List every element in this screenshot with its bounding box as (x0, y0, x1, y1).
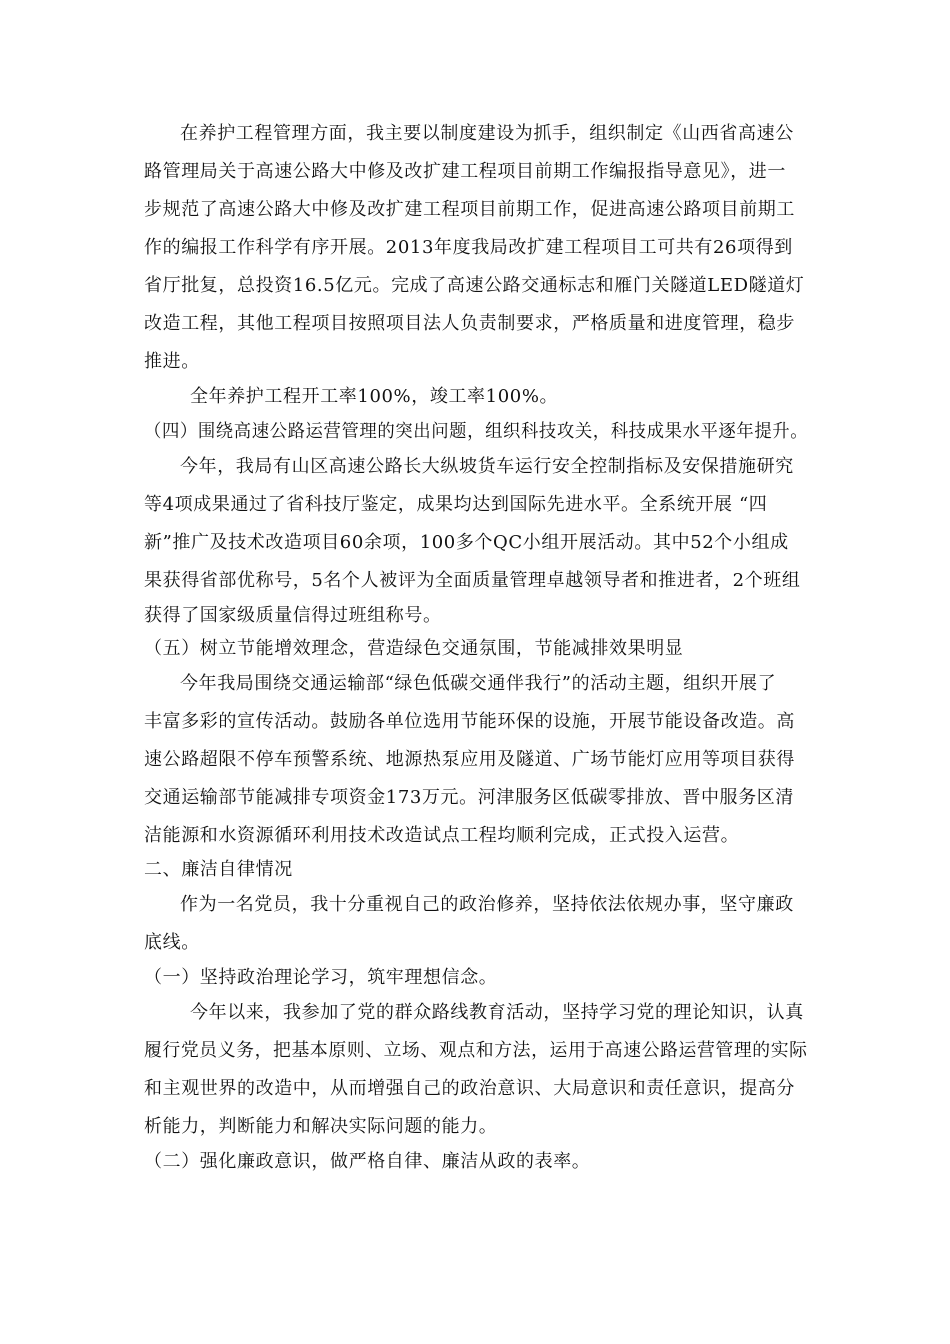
text-line: 步规范了高速公路大中修及改扩建工程项目前期工作，促进高速公路项目前期工 (144, 199, 795, 220)
text-line: 速公路超限不停车预警系统、地源热泵应用及隧道、广场节能灯应用等项目获得 (144, 749, 795, 770)
text-line: 全年养护工程开工率100%，竣工率100%。 (190, 386, 559, 407)
text-line: 路管理局关于高速公路大中修及改扩建工程项目前期工作编报指导意见》，进一 (144, 161, 786, 182)
text-line: 交通运输部节能减排专项资金173万元。河津服务区低碳零排放、晋中服务区清 (144, 787, 794, 808)
text-line: 在养护工程管理方面，我主要以制度建设为抓手，组织制定《山西省高速公 (180, 123, 794, 144)
section-heading: （五）树立节能增效理念，营造绿色交通氛围，节能减排效果明显 (144, 638, 684, 659)
text-line: 获得了国家级质量信得过班组称号。 (144, 605, 442, 626)
text-line: 今年我局围绕交通运输部“绿色低碳交通伴我行”的活动主题，组织开展了 (180, 673, 777, 694)
text-line: 今年以来，我参加了党的群众路线教育活动，坚持学习党的理论知识，认真 (190, 1002, 804, 1023)
text-line: 作的编报工作科学有序开展。2013年度我局改扩建工程项目工可共有26项得到 (144, 237, 793, 258)
text-line: 作为一名党员，我十分重视自己的政治修养，坚持依法依规办事，坚守廉政 (180, 894, 794, 915)
text-line: 履行党员义务，把基本原则、立场、观点和方法，运用于高速公路运营管理的实际 (144, 1040, 808, 1061)
text-line: 推进。 (144, 351, 200, 372)
section-heading: （二）强化廉政意识，做严格自律、廉洁从政的表率。 (144, 1151, 591, 1172)
text-line: 今年，我局有山区高速公路长大纵坡货车运行安全控制指标及安保措施研究 (180, 456, 794, 477)
text-line: 丰富多彩的宣传活动。鼓励各单位选用节能环保的设施，开展节能设备改造。高 (144, 711, 795, 732)
text-line: 和主观世界的改造中，从而增强自己的政治意识、大局意识和责任意识，提高分 (144, 1078, 795, 1099)
text-line: 洁能源和水资源循环利用技术改造试点工程均顺利完成，正式投入运营。 (144, 825, 740, 846)
text-line: 改造工程，其他工程项目按照项目法人负责制要求，严格质量和进度管理，稳步 (144, 313, 795, 334)
text-line: 底线。 (144, 932, 200, 953)
text-line: 等4项成果通过了省科技厅鉴定，成果均达到国际先进水平。全系统开展 “四 (144, 494, 768, 515)
text-line: 省厅批复，总投资16.5亿元。完成了高速公路交通标志和雁门关隧道LED隧道灯 (144, 275, 805, 296)
text-line: 析能力，判断能力和解决实际问题的能力。 (144, 1116, 498, 1137)
text-line: 果获得省部优称号，5名个人被评为全面质量管理卓越领导者和推进者，2个班组 (144, 570, 801, 591)
text-line: 新”推广及技术改造项目60余项，100多个QC小组开展活动。其中52个小组成 (144, 532, 789, 553)
section-heading: （一）坚持政治理论学习，筑牢理想信念。 (144, 967, 498, 988)
section-heading: 二、廉洁自律情况 (144, 859, 293, 880)
section-heading: （四）围绕高速公路运营管理的突出问题，组织科技攻关，科技成果水平逐年提升。 (144, 421, 809, 442)
